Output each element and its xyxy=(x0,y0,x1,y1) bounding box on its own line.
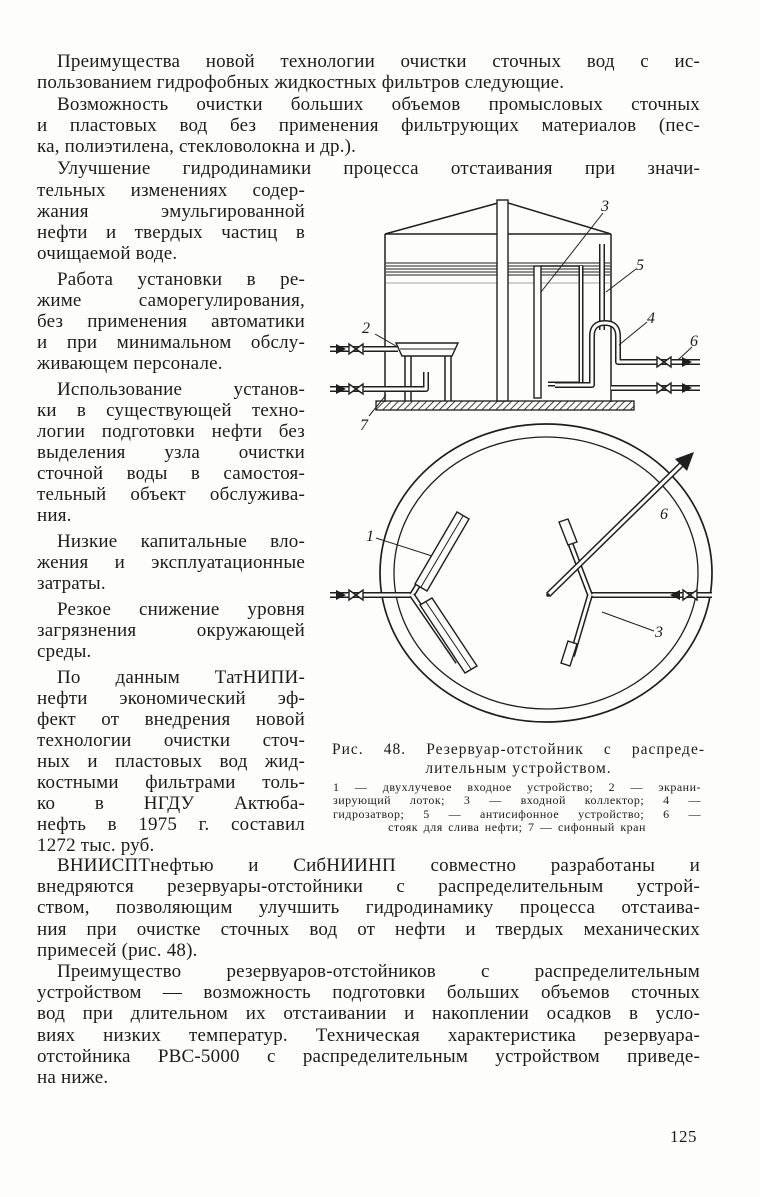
label-6: 6 xyxy=(660,506,668,523)
arrow-right-icon xyxy=(336,384,346,394)
text-line: 1272 тыс. руб. xyxy=(37,835,155,856)
label-3: 3 xyxy=(601,198,609,215)
text-line: нефть в 1975 г. составил xyxy=(37,814,305,835)
center-point xyxy=(546,593,550,597)
label-2: 2 xyxy=(362,320,370,337)
text-line: тельных изменениях содер- xyxy=(37,180,305,201)
text-line: ВНИИСПТнефтью и СибНИИНП совместно разработаны и xyxy=(57,855,700,876)
text-line: примесей (рис. 48). xyxy=(37,939,198,961)
paragraph xyxy=(37,667,305,856)
text-line: ки в существующей техно- xyxy=(37,400,305,421)
text-line: Резкое снижение уровня xyxy=(57,599,305,620)
text-line: Улучшение гидродинамики процесса отстаивания при значи- xyxy=(57,158,700,179)
figure-legend xyxy=(333,781,701,835)
collector-branch-pipe xyxy=(548,266,581,384)
trough-inner-line xyxy=(426,602,471,669)
page-number: 125 xyxy=(670,1127,697,1146)
text-line: отстойника РВС-5000 с распределительным устройством приведе- xyxy=(37,1045,700,1067)
arrow-right-icon xyxy=(682,357,692,367)
text-line: Работа установки в ре- xyxy=(57,269,305,290)
legend-line: 1 — двухлучевое входное устройство; 2 — экрани- xyxy=(333,780,701,794)
figure-caption xyxy=(332,740,705,778)
label-5: 5 xyxy=(636,257,644,274)
text-line: Низкие капитальные вло- xyxy=(57,531,305,552)
legend-line: стояк для слива нефти; 7 — сифонный кран xyxy=(388,820,646,835)
text-line: нефти экономический эф- xyxy=(37,688,305,709)
paragraph xyxy=(37,51,700,93)
text-line: ка, полиэтилена, стекловолокна и др.). xyxy=(37,136,357,157)
text-line: тельный объект обслужива- xyxy=(37,484,305,505)
intro-text xyxy=(37,51,700,179)
text-line: Преимущества новой технологии очистки сточных вод с ис- xyxy=(57,51,700,72)
paragraph xyxy=(37,180,305,264)
collector-end-cap xyxy=(561,641,577,666)
text-line: жиме саморегулирования, xyxy=(37,290,305,311)
leader-line xyxy=(541,213,603,292)
collector-branch-pipe-inner xyxy=(548,266,581,384)
text-line: Возможность очистки больших объемов промысловых сточных xyxy=(57,94,700,115)
hydraulic-seal-pipe xyxy=(555,323,700,385)
text-line: логии подготовки нефти без xyxy=(37,421,305,442)
collector-end-cap xyxy=(559,519,577,545)
text-line: живающем персонале. xyxy=(37,353,223,374)
valve-icon xyxy=(349,590,363,600)
paragraph xyxy=(37,855,700,961)
valve-icon xyxy=(657,383,671,393)
text-line: ством, позволяющим улучшить гидродинамику процесса отстаива- xyxy=(37,897,700,919)
leader-line xyxy=(376,538,432,556)
paragraph xyxy=(37,269,305,374)
tank-foundation xyxy=(376,401,634,410)
leader-line xyxy=(619,322,647,345)
paragraph xyxy=(37,961,700,1088)
text-line: очищаемой воде. xyxy=(37,243,178,264)
text-line: ных и пластовых вод жид- xyxy=(37,751,305,772)
leader-line xyxy=(602,612,654,631)
text-line: среды. xyxy=(37,641,92,662)
text-line: сточной воды в самостоя- xyxy=(37,463,305,484)
arrow-right-icon xyxy=(336,590,346,600)
legend-line: гидрозатвор; 5 — антисифонное устройство; 6 — xyxy=(333,806,701,821)
valve-icon xyxy=(349,384,363,394)
trough-inner-line xyxy=(421,516,463,587)
text-line: и при минимальном обслу- xyxy=(37,332,305,353)
paragraph xyxy=(37,379,305,526)
label-4: 4 xyxy=(647,310,655,327)
tank-inner-wall xyxy=(394,437,698,709)
text-line: По данным ТатНИПИ- xyxy=(57,667,305,688)
valve-icon xyxy=(657,357,671,367)
text-line: костными фильтрами толь- xyxy=(37,772,305,793)
label-1: 1 xyxy=(366,528,374,545)
central-riser-pipe xyxy=(497,200,508,401)
text-line: устройством — возможность подготовки больших объемов сточных xyxy=(37,982,700,1004)
text-line: технологии очистки сточ- xyxy=(37,730,305,751)
caption-line: Рис. 48. Резервуар-отстойник с распреде- xyxy=(332,741,705,758)
caption-line: лительным устройством. xyxy=(425,760,612,777)
tank-roof-left xyxy=(385,203,498,234)
text-line: ко в НГДУ Актюба- xyxy=(37,793,305,814)
paragraph xyxy=(37,158,700,179)
text-line: виях низких температур. Техническая характеристика резервуара- xyxy=(37,1024,700,1046)
text-line: жания эмульгированной xyxy=(37,201,305,222)
text-line: загрязнения окружающей xyxy=(37,620,305,641)
paragraph xyxy=(37,531,305,594)
tank-roof-right xyxy=(508,203,611,234)
arrow-left-icon xyxy=(670,590,680,600)
paragraph xyxy=(37,94,700,157)
hydraulic-seal-pipe-inner xyxy=(555,323,700,385)
arrow-right-icon xyxy=(682,383,692,393)
text-line: без применения автоматики xyxy=(37,311,305,332)
valve-icon xyxy=(349,344,363,354)
text-line: выделения узла очистки xyxy=(37,442,305,463)
label-6: 6 xyxy=(690,333,698,350)
text-line: и пластовых вод без применения фильтрующих материалов (пес- xyxy=(37,115,700,136)
tank-side-view xyxy=(330,198,700,434)
text-line: внедряются резервуары-отстойники с распределительным устрой- xyxy=(37,876,700,898)
text-line: Преимущество резервуаров-отстойников с распределительным xyxy=(57,960,700,982)
body-text xyxy=(37,855,700,1088)
text-line: затраты. xyxy=(37,573,106,594)
figure-48-drawing xyxy=(320,190,720,740)
left-column-text xyxy=(37,180,305,856)
arrow-right-icon xyxy=(336,344,346,354)
label-3: 3 xyxy=(655,624,663,641)
label-7: 7 xyxy=(360,417,368,434)
text-line: на ниже. xyxy=(37,1066,109,1088)
text-line: нефти и твердых частиц в xyxy=(37,222,305,243)
text-line: ния при очистке сточных вод от нефти и твердых механических xyxy=(37,918,700,940)
text-line: Использование установ- xyxy=(57,379,305,400)
text-line: фект от внедрения новой xyxy=(37,709,305,730)
paragraph xyxy=(37,599,305,662)
legend-line: зирующий лоток; 3 — входной коллектор; 4 — xyxy=(333,793,701,808)
text-line: ния. xyxy=(37,505,72,526)
text-line: пользованием гидрофобных жидкостных фильтров следующие. xyxy=(37,72,565,93)
text-line: вод при длительном их отстаивании и накоплении осадков в усло- xyxy=(37,1003,700,1025)
text-line: жения и эксплуатационные xyxy=(37,552,305,573)
valve-icon xyxy=(683,590,697,600)
inlet-collector-pipe xyxy=(534,266,541,398)
tank-plan-view xyxy=(330,424,712,722)
